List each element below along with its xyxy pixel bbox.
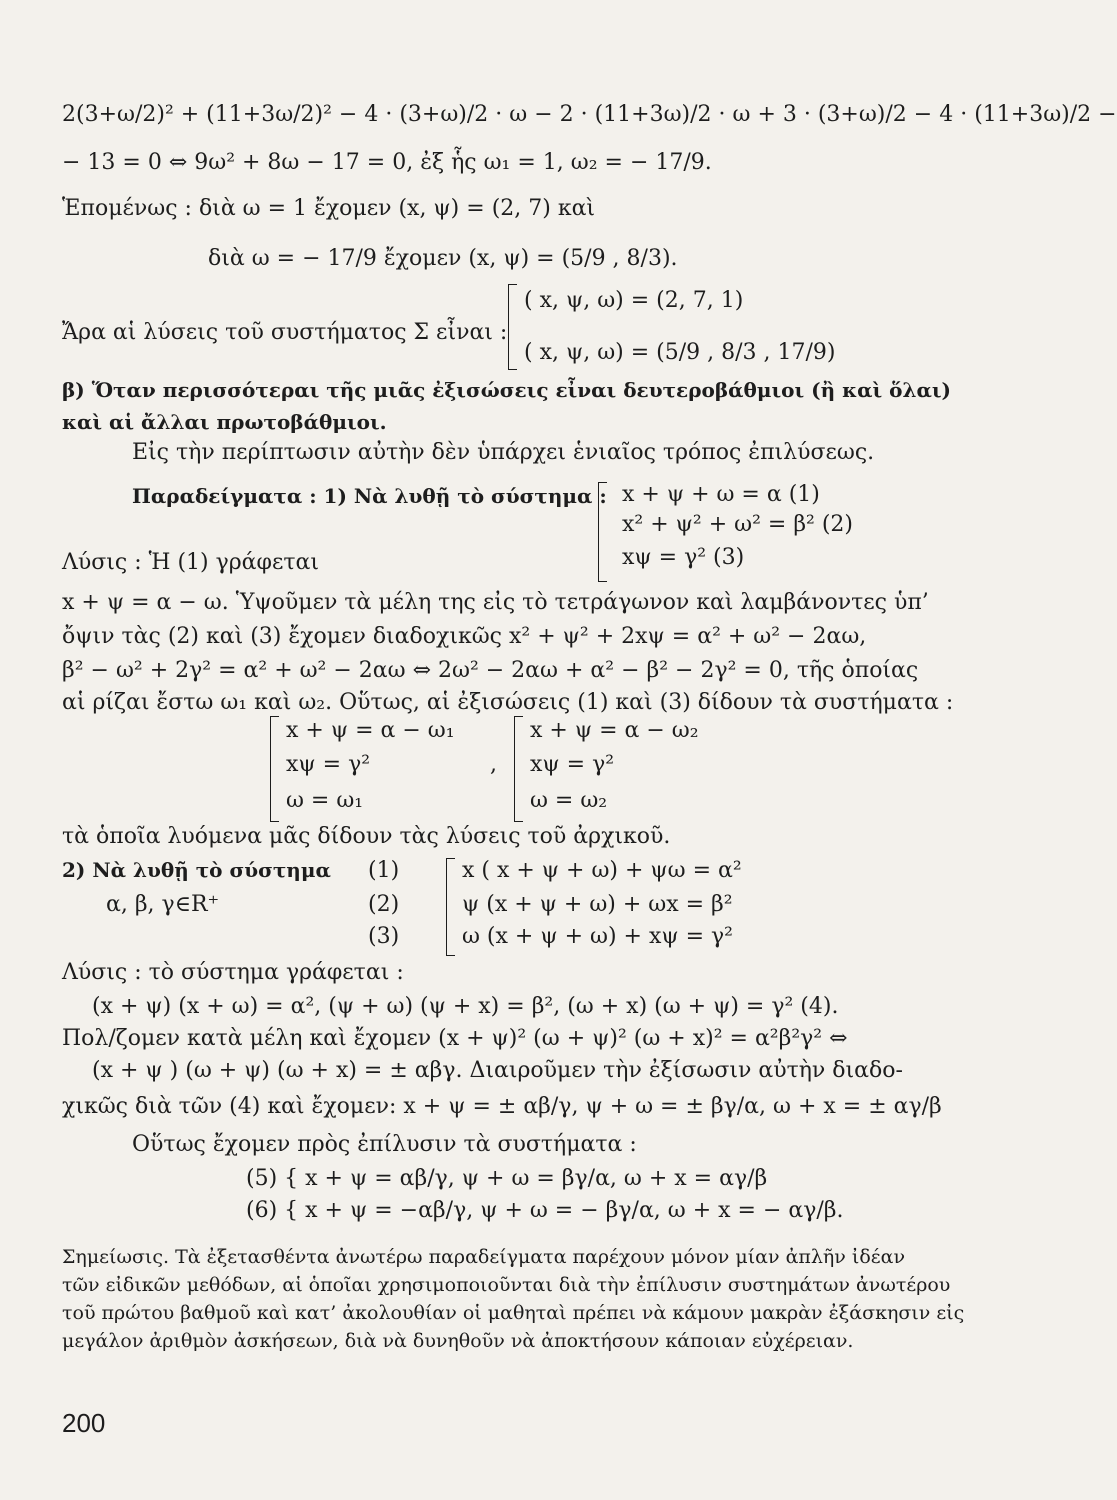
text-line: β² − ω² + 2γ² = α² + ω² − 2αω ⇔ 2ω² − 2αω + α² − β² − 2γ² = 0, τῆς ὁποίας	[62, 658, 919, 683]
text-line: αἱ ρίζαι ἔστω ω₁ καὶ ω₂. Οὕτως, αἱ ἐξισώσεις (1) καὶ (3) δίδουν τὰ συστήματα :	[62, 690, 954, 715]
system-6: (6) { x + ψ = −αβ/γ, ψ + ω = − βγ/α, ω + x = − αγ/β.	[246, 1198, 844, 1223]
text-line: Ἑπομένως : διὰ ω = 1 ἔχομεν (x, ψ) = (2, 7) καὶ	[62, 196, 596, 221]
eq-number: (1)	[368, 858, 400, 883]
note-line-4: μεγάλον ἀριθμὸν ἀσκήσεων, διὰ νὰ δυνηθοῦν νὰ ἀποκτήσουν κάποιαν εὐχέρειαν.	[62, 1330, 854, 1352]
equation-line: διὰ ω = − 17/9 ἔχομεν (x, ψ) = (5/9 , 8/3).	[208, 246, 678, 271]
system-eq-2: x² + ψ² + ω² = β² (2)	[622, 512, 854, 537]
system-2-eq-3: ω (x + ψ + ω) + xψ = γ²	[462, 924, 734, 949]
solution-2: ( x, ψ, ω) = (5/9 , 8/3 , 17/9)	[524, 340, 836, 365]
brace	[598, 482, 607, 582]
system-a-eq-3: ω = ω₁	[286, 788, 364, 813]
example-heading: Παραδείγματα : 1) Νὰ λυθῇ τὸ σύστημα :	[132, 484, 607, 508]
system-eq-3: xψ = γ² (3)	[622, 545, 745, 570]
text-line: (x + ψ ) (ω + ψ) (ω + x) = ± αβγ. Διαιροῦμεν τὴν ἐξίσωσιν αὐτὴν διαδο-	[92, 1058, 903, 1083]
eq-number: (2)	[368, 892, 400, 917]
system-b-eq-3: ω = ω₂	[530, 788, 608, 813]
solution-label: Λύσις : Ἡ (1) γράφεται	[62, 550, 319, 575]
equation-line-1: 2(3+ω/2)² + (11+3ω/2)² − 4 · (3+ω)/2 · ω − 2 · (11+3ω)/2 · ω + 3 · (3+ω)/2 − 4 · (11+3ω)/2 −	[62, 102, 1117, 127]
system-5: (5) { x + ψ = αβ/γ, ψ + ω = βγ/α, ω + x = αγ/β	[246, 1166, 768, 1191]
text-line: χικῶς διὰ τῶν (4) καὶ ἔχομεν: x + ψ = ± αβ/γ, ψ + ω = ± βγ/α, ω + x = ± αγ/β	[62, 1094, 942, 1119]
section-heading-cont: καὶ αἱ ἄλλαι πρωτοβάθμιοι.	[62, 410, 387, 434]
brace	[270, 716, 279, 822]
system-b-eq-1: x + ψ = α − ω₂	[530, 718, 699, 743]
equation-line-2: − 13 = 0 ⇔ 9ω² + 8ω − 17 = 0, ἐξ ἧς ω₁ = 1, ω₂ = − 17/9.	[62, 150, 712, 175]
system-a-eq-2: xψ = γ²	[286, 752, 371, 777]
text-line: Οὕτως ἔχομεν πρὸς ἐπίλυσιν τὰ συστήματα :	[132, 1132, 637, 1157]
text-line: ὄψιν τὰς (2) καὶ (3) ἔχομεν διαδοχικῶς x² + ψ² + 2xψ = α² + ω² − 2αω,	[62, 624, 867, 649]
example-heading-2: 2) Νὰ λυθῇ τὸ σύστημα	[62, 858, 331, 882]
brace	[508, 284, 517, 370]
system-a-eq-1: x + ψ = α − ω₁	[286, 718, 455, 743]
text-line: x + ψ = α − ω. Ὑψοῦμεν τὰ μέλη της εἰς τὸ τετράγωνον καὶ λαμβάνοντες ὑπ’	[62, 590, 929, 615]
solution-1: ( x, ψ, ω) = (2, 7, 1)	[524, 288, 744, 313]
system-2-eq-2: ψ (x + ψ + ω) + ωx = β²	[462, 892, 733, 917]
page-number: 200	[62, 1408, 106, 1438]
brace	[446, 858, 455, 956]
equation-line: (x + ψ) (x + ω) = α², (ψ + ω) (ψ + x) = β², (ω + x) (ω + ψ) = γ² (4).	[92, 994, 839, 1019]
separator: ,	[490, 752, 497, 777]
system-b-eq-2: xψ = γ²	[530, 752, 615, 777]
note-line-3: τοῦ πρώτου βαθμοῦ καὶ κατ’ ἀκολουθίαν οἱ μαθηταὶ πρέπει νὰ κάμουν μακρὰν ἐξάσκησιν εἰς	[62, 1302, 965, 1324]
eq-number: (3)	[368, 924, 400, 949]
system-eq-1: x + ψ + ω = α (1)	[622, 482, 820, 507]
brace	[514, 716, 523, 822]
text-line: Εἰς τὴν περίπτωσιν αὐτὴν δὲν ὑπάρχει ἑνιαῖος τρόπος ἐπιλύσεως.	[132, 440, 875, 465]
solution-label-2: Λύσις : τὸ σύστημα γράφεται :	[62, 960, 404, 985]
text-line: τὰ ὁποῖα λυόμενα μᾶς δίδουν τὰς λύσεις τοῦ ἀρχικοῦ.	[62, 824, 671, 849]
note-line-1: Σημείωσις. Τὰ ἐξετασθέντα ἀνωτέρω παραδείγματα παρέχουν μόνον μίαν ἀπλῆν ἰδέαν	[62, 1246, 906, 1268]
system-2-eq-1: x ( x + ψ + ω) + ψω = α²	[462, 858, 742, 883]
note-line-2: τῶν εἰδικῶν μεθόδων, αἱ ὁποῖαι χρησιμοποιοῦνται διὰ τὴν ἐπίλυσιν συστημάτων ἀνωτέρου	[62, 1274, 951, 1296]
text-line: Ἄρα αἱ λύσεις τοῦ συστήματος Σ εἶναι :	[62, 320, 508, 345]
constraint: α, β, γ∈R⁺	[106, 892, 220, 917]
section-heading: β) Ὅταν περισσότεραι τῆς μιᾶς ἐξισώσεις εἶναι δευτεροβάθμιοι (ἢ καὶ ὅλαι)	[62, 378, 952, 402]
text-line: Πολ/ζομεν κατὰ μέλη καὶ ἔχομεν (x + ψ)² (ω + ψ)² (ω + x)² = α²β²γ² ⇔	[62, 1026, 848, 1051]
